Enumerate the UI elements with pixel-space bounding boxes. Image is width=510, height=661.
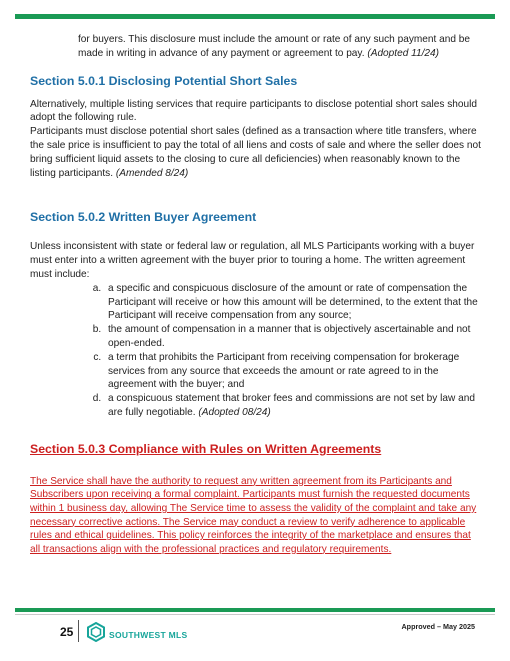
section-503-heading: Section 5.0.3 Compliance with Rules on Written Agreements [30,441,382,456]
section-503-body [30,475,482,557]
list-item: c. a term that prohibits the Participant from receiving compensation for brokerage services from any source that exceeds the amount or rate agreed to in the agreement with the buyer; and [104,351,482,392]
logo-text: SOUTHWEST MLS [109,629,188,640]
intro-adopted-note: (Adopted 11/24) [367,47,439,59]
approved-date: Approved – May 2025 [401,622,475,631]
section-502-adopted-note: (Adopted 08/24) [198,406,271,418]
list-item: a. a specific and conspicuous disclosure of the amount or rate of compensation the Participant will receive or how this amount will be determined, to the extent that the Participant will receive compensation from any source; [104,282,482,323]
section-503-paragraph: The Service shall have the authority to request any written agreement from its Participants and Subscribers upon receiving a formal complaint. Participants must furnish the requested documents within 1 business day, allowing The Service time to assess the validity of the complaint and take any necessary corrective actions. The Service may conduct a review to verify adherence to applicable rules and ethical guidelines. This policy reinforces the integrity of the marketplace and ensures that all transactions align with the professional practices and regulatory requirements. [30,475,477,555]
southwest-mls-logo-icon [86,622,106,647]
section-501-body [30,98,482,181]
list-item-text: a conspicuous statement that broker fees and commissions are not set by law and are fully negotiable. [108,393,475,418]
section-502-body [30,240,482,419]
section-502-heading: Section 5.0.2 Written Buyer Agreement [30,210,257,225]
section-502-intro: Unless inconsistent with state or federal law or regulation, all MLS Participants working with a buyer must enter into a written agreement with the buyer prior to touring a home. The written agreement must include: [30,241,475,280]
footer-green-rule [15,608,495,612]
list-item: b. the amount of compensation in a manner that is objectively ascertainable and not open-ended. [104,323,482,351]
section-501-para2-text: Participants must disclose potential short sales (defined as a transaction where title transfers, where the sale price is insufficient to pay the total of all liens and costs of sale and where the seller does not bring sufficient liquid assets to the closing to cure all deficiencies) when reasonably known to the listing participants. [30,126,481,179]
list-item [104,392,482,420]
section-502-list [30,282,482,420]
southwest-mls-logo [86,622,188,647]
page-number-divider [78,620,79,642]
section-501-heading: Section 5.0.1 Disclosing Potential Short Sales [30,73,298,88]
section-501-para2 [30,125,482,180]
intro-paragraph [30,33,482,61]
page-number: 25 [60,625,74,639]
document-page [30,33,482,556]
top-green-rule [15,14,495,19]
intro-text: for buyers. This disclosure must include the amount or rate of any such payment and be made in writing in advance of any payment or agreement to pay. [78,34,470,59]
section-501-amended-note: (Amended 8/24) [115,167,189,179]
section-501-para1: Alternatively, multiple listing services that require participants to disclose potential short sales should adopt the following rule. [30,98,477,124]
footer-gray-rule [15,614,495,615]
